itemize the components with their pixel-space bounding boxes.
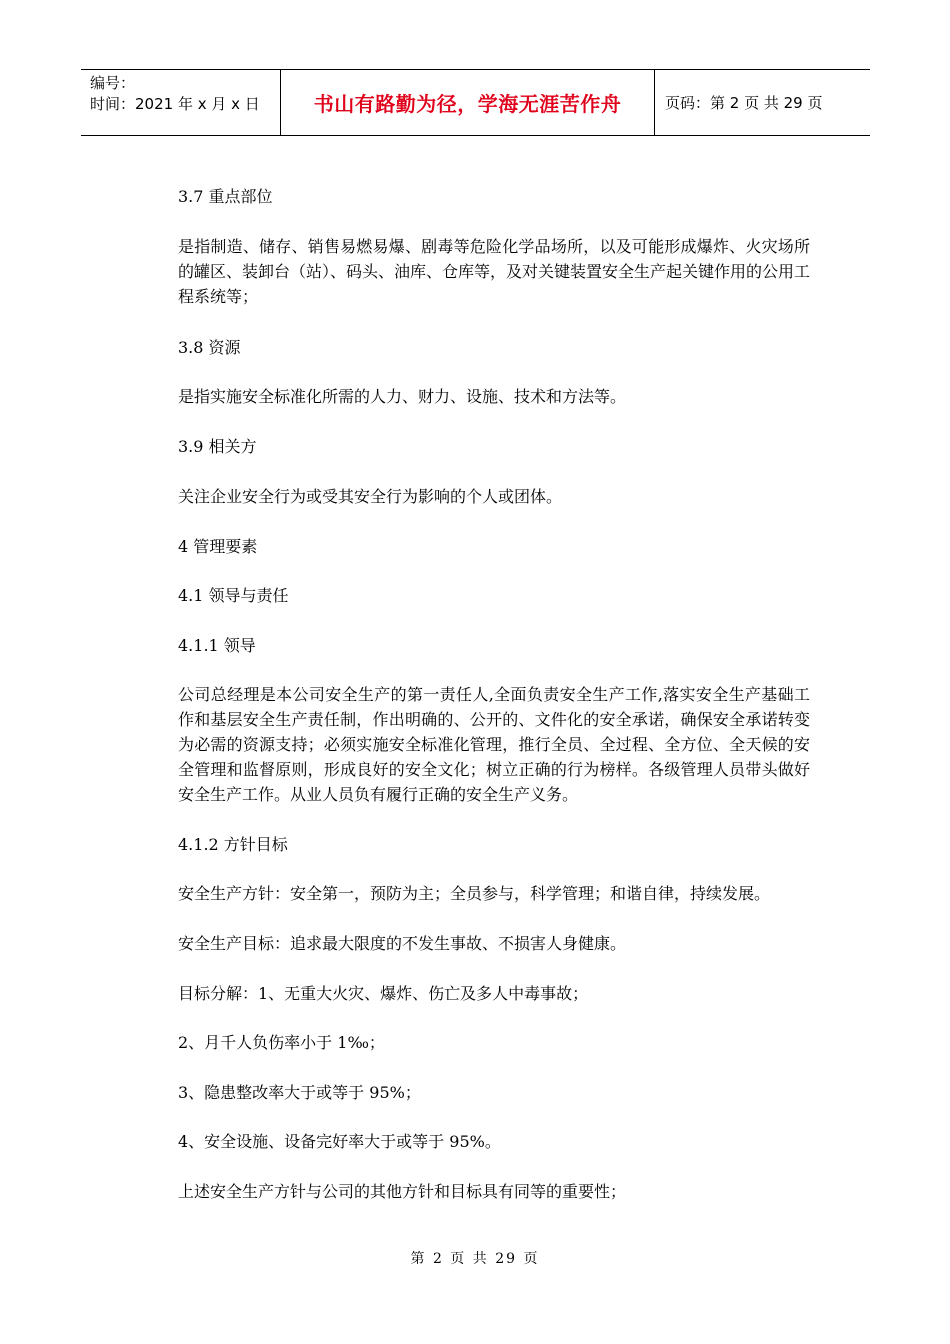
section-heading: 4.1 领导与责任: [178, 586, 289, 605]
section-heading: 3.8 资源: [178, 338, 241, 357]
document-number-label: 编号：: [90, 74, 136, 92]
paragraph: 2、月千人负伤率小于 1‰；: [178, 1033, 385, 1052]
section-heading: 4.1.2 方针目标: [178, 835, 288, 854]
paragraph: 是指制造、储存、销售易燃易爆、剧毒等危险化学品场所，以及可能形成爆炸、火灾场所的罐区、装卸台（站）、码头、油库、仓库等，及对关键装置安全生产起关键作用的公用工程系统等；: [178, 237, 811, 306]
document-time-label: 时间：2021 年 x 月 x 日: [90, 95, 260, 113]
section-heading: 3.9 相关方: [178, 437, 257, 456]
section-heading: 4.1.1 领导: [178, 636, 256, 655]
section-heading: 4 管理要素: [178, 537, 258, 556]
paragraph: 4、安全设施、设备完好率大于或等于 95%。: [178, 1132, 501, 1151]
paragraph: 上述安全生产方针与公司的其他方针和目标具有同等的重要性；: [178, 1182, 627, 1201]
paragraph: 3、隐患整改率大于或等于 95%；: [178, 1083, 421, 1102]
header-meta: [81, 70, 281, 135]
header-page-number: 页码：第 2 页 共 29 页: [665, 94, 823, 112]
paragraph: 安全生产方针：安全第一，预防为主；全员参与，科学管理；和谐自律，持续发展。: [178, 884, 771, 903]
paragraph: 是指实施安全标准化所需的人力、财力、设施、技术和方法等。: [178, 387, 627, 406]
page-header: [81, 69, 870, 136]
paragraph: 公司总经理是本公司安全生产的第一责任人,全面负责安全生产工作,落实安全生产基础工作和基层安全生产责任制，作出明确的、公开的、文件化的安全承诺，确保安全承诺转变为必需的资源支持；必须实施安全标准化管理，推行全员、全过程、全方位、全天候的安全管理和监督原则，形成良好的安全文化；树立正确的行为榜样。各级管理人员带头做好安全生产工作。从业人员负有履行正确的安全生产义务。: [178, 685, 810, 804]
page-footer: 第 2 页 共 29 页: [410, 1251, 540, 1267]
section-heading: 3.7 重点部位: [178, 187, 273, 206]
header-motto: 书山有路勤为径，学海无涯苦作舟: [281, 70, 655, 135]
paragraph: 关注企业安全行为或受其安全行为影响的个人或团体。: [178, 487, 563, 506]
paragraph: 安全生产目标：追求最大限度的不发生事故、不损害人身健康。: [178, 934, 627, 953]
paragraph: 目标分解：1、无重大火灾、爆炸、伤亡及多人中毒事故；: [178, 984, 589, 1003]
